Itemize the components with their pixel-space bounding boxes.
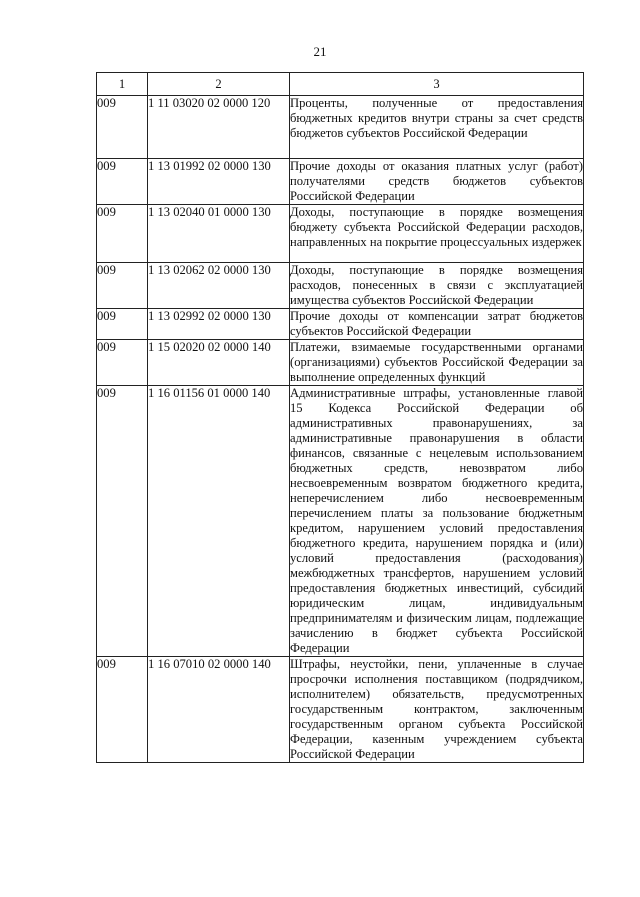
table-row: [97, 205, 584, 263]
table-row: [97, 159, 584, 205]
table-row: [97, 263, 584, 309]
budget-code-cell: 1 16 01156 01 0000 140: [148, 386, 290, 657]
description-cell: Прочие доходы от компенсации затрат бюджетов субъектов Российской Федерации: [290, 309, 583, 338]
budget-code-cell: 1 13 02062 02 0000 130: [148, 263, 290, 309]
description-cell: Прочие доходы от оказания платных услуг (работ) получателями средств бюджетов субъектов Российской Федерации: [290, 159, 583, 203]
admin-code-cell: 009: [97, 205, 148, 263]
budget-code-cell: 1 15 02020 02 0000 140: [148, 340, 290, 386]
admin-code-cell: 009: [97, 386, 148, 657]
admin-code-cell: 009: [97, 340, 148, 386]
table-row: [97, 386, 584, 657]
table-header-row: [97, 73, 584, 96]
table-row: [97, 309, 584, 340]
admin-code-cell: 009: [97, 263, 148, 309]
admin-code-cell: 009: [97, 657, 148, 763]
budget-code-cell: 1 13 02040 01 0000 130: [148, 205, 290, 263]
page-number: 21: [313, 44, 327, 59]
column-header-2: 2: [148, 73, 290, 96]
admin-code-cell: 009: [97, 96, 148, 159]
admin-code-cell: 009: [97, 309, 148, 340]
column-header-3: 3: [290, 73, 584, 96]
budget-code-cell: 1 11 03020 02 0000 120: [148, 96, 290, 159]
table-row: [97, 96, 584, 159]
table-row: [97, 657, 584, 763]
table-row: [97, 340, 584, 386]
description-cell: Доходы, поступающие в порядке возмещения бюджету субъекта Российской Федерации расходов, направленных на покрытие процессуальных издержек: [290, 205, 584, 263]
description-cell: Платежи, взимаемые государственными органами (организациями) субъектов Российской Федерации за выполнение определенных функций: [290, 340, 583, 384]
description-cell: Доходы, поступающие в порядке возмещения расходов, понесенных в связи с эксплуатацией имущества субъектов Российской Федерации: [290, 263, 583, 307]
admin-code-cell: 009: [97, 159, 148, 205]
budget-code-cell: 1 16 07010 02 0000 140: [148, 657, 290, 763]
description-cell: Штрафы, неустойки, пени, уплаченные в случае просрочки исполнения поставщиком (подрядчиком, исполнителем) обязательств, предусмотренных государственным контрактом, заключенным государственным органом субъекта Российской Федерации, казенным учреждением субъекта Российской Федерации: [290, 657, 583, 761]
description-cell: Административные штрафы, установленные главой 15 Кодекса Российской Федерации об административных правонарушениях, за административные правонарушения в области финансов, связанные с нецелевым использованием бюджетных средств, невозвратом либо несвоевременным возвратом бюджетного кредита, неперечислением либо несвоевременным перечислением платы за пользование бюджетным кредитом, нарушением условий предоставления бюджетного кредита, нарушением порядка и (или) условий предоставления (расходования) межбюджетных трансфертов, нарушением условий предоставления бюджетных инвестиций, субсидий юридическим лицам, индивидуальным предпринимателям и физическим лицам, подлежащие зачислению в бюджет субъекта Российской Федерации: [290, 386, 583, 655]
budget-code-cell: 1 13 01992 02 0000 130: [148, 159, 290, 205]
description-cell: Проценты, полученные от предоставления бюджетных кредитов внутри страны за счет средств бюджетов субъектов Российской Федерации: [290, 96, 584, 159]
budget-code-cell: 1 13 02992 02 0000 130: [148, 309, 290, 340]
column-header-1: 1: [97, 73, 148, 96]
revenue-codes-table: [96, 72, 584, 763]
